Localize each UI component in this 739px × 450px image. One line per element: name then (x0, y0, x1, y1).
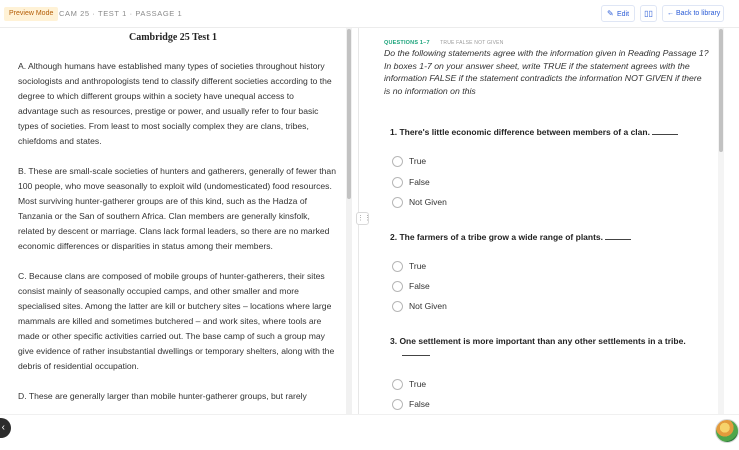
questions-panel (370, 28, 716, 414)
passage-title: Cambridge 25 Test 1 (128, 32, 218, 43)
passage-paragraph-c: C. Because clans are composed of mobile groups of hunter-gatherers, their sites consist mainly of seasonally occupied camps, and other smaller and more specialised sites. Among the latter are kill or butchery sites – locations where large mammals are killed and sometimes butchered – and work sites, where tools are made or other specific activities carried out. The base camp of such a group may give evidence of rather insubstantial dwellings or temporary shelters, along with the debris of residential occupation. (18, 271, 335, 371)
arrow-left-icon: ← (667, 10, 674, 17)
book-icon: ▯▯ (644, 9, 653, 18)
book-button[interactable] (640, 5, 657, 22)
passage-scrollbar-thumb[interactable] (347, 29, 351, 199)
question-instructions: Do the following statements agree with the information given in Reading Passage 1? In boxes 1-7 on your answer sheet, write TRUE if the statement agrees with the information FALSE if the statement contradicts the information NOT GIVEN if there is no information on this (384, 48, 709, 96)
question-3-text: 3. One settlement is more important than any other settlements in a tribe. (390, 336, 686, 346)
answer-blank (652, 127, 678, 135)
question-2-text: 2. The farmers of a tribe grow a wide range of plants. (390, 232, 604, 242)
passage-paragraph-a: A. Although humans have established many types of societies throughout history sociologists and anthropologists tend to classify different societies according to the degree to which different groups within a society have unequal access to advantage such as resources, prestige or power, and usually refer to four basic types of societies. From least to most socially complex they are clans, tribes, chiefdoms and states. (18, 61, 332, 146)
option-label: False (409, 177, 430, 187)
question-group-header (384, 31, 504, 46)
radio-button[interactable] (392, 177, 403, 188)
option-label: True (409, 261, 427, 271)
question-1 (390, 125, 700, 139)
radio-button[interactable] (392, 156, 403, 167)
question-3 (390, 334, 700, 356)
question-1-text: 1. There's little economic difference between members of a clan. (390, 127, 650, 137)
question-2 (390, 230, 700, 244)
chevron-left-icon: ‹ (1, 422, 5, 433)
option-label: False (409, 399, 430, 409)
radio-button[interactable] (392, 281, 403, 292)
breadcrumb: CAM 25 · TEST 1 · PASSAGE 1 (59, 9, 183, 18)
option-label: True (409, 379, 427, 389)
preview-mode-badge: Preview Mode (4, 7, 58, 21)
answer-blank (605, 232, 631, 240)
question-type-label: TRUE FALSE NOT GIVEN (440, 40, 504, 46)
passage-panel (0, 28, 346, 414)
radio-button[interactable] (392, 197, 403, 208)
questions-scrollbar-thumb[interactable] (719, 29, 723, 152)
pencil-icon: ✎ (607, 9, 614, 18)
radio-button[interactable] (392, 379, 403, 390)
passage-paragraph-b: B. These are small-scale societies of hunters and gatherers, generally of fewer than 100 people, who move seasonally to exploit wild (undomesticated) food resources. Most surviving hunter-gatherer groups are of this kind, such as the Hadza of Tanzania or the San of southern Africa. Clan members are generally kinsfolk, related by descent or marriage. Clans lack formal leaders, so there are no marked economic differences or disparities in status among their members. (18, 166, 336, 251)
avatar[interactable] (715, 419, 739, 443)
edit-button-label: Edit (616, 11, 630, 18)
radio-button[interactable] (392, 261, 403, 272)
option-label: True (409, 156, 427, 166)
back-to-library-label: Back to library (675, 10, 721, 17)
bottom-bar (0, 414, 739, 450)
back-to-library-button[interactable] (662, 5, 724, 22)
passage-paragraph-d: D. These are generally larger than mobile hunter-gatherer groups, but rarely (18, 391, 307, 401)
question-range-label: QUESTIONS 1–7 (384, 40, 430, 46)
drag-handle-icon[interactable]: ⋮⋮ (356, 212, 369, 225)
edit-button[interactable] (601, 5, 635, 22)
top-bar (0, 0, 739, 28)
radio-button[interactable] (392, 301, 403, 312)
option-label: Not Given (409, 197, 447, 207)
option-label: Not Given (409, 301, 447, 311)
radio-button[interactable] (392, 399, 403, 410)
answer-blank (402, 355, 430, 356)
option-label: False (409, 281, 430, 291)
passage-body (18, 59, 336, 414)
